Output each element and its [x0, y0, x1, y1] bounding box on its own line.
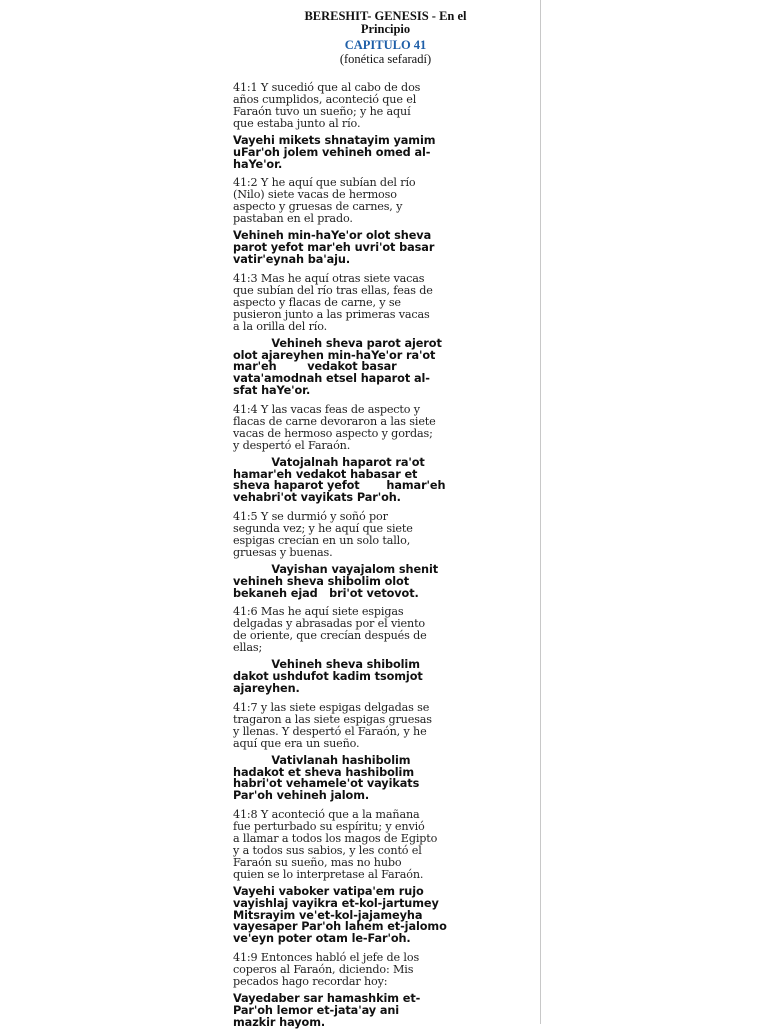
- chapter-heading: CAPITULO 41: [344, 38, 427, 52]
- subtitle: (fonética sefaradí): [339, 52, 432, 66]
- verse-spanish: 41:7 y las siete espigas delgadas se tragaron a las siete espigas gruesas y llenas. Y despertó el Faraón, y he aquí que era un sueño.: [233, 700, 432, 750]
- verse-transliteration: Vativlanah hashibolim hadakot et sheva hashibolim habri'ot vehamele'ot vayikats Par'oh vehineh jalom.: [233, 753, 420, 803]
- verse-transliteration: Vayedaber sar hamashkim et- Par'oh lemor et-jata'ay ani mazkir hayom.: [233, 991, 421, 1029]
- verse-transliteration: Vehineh min-haYe'or olot sheva parot yefot mar'eh uvri'ot basar vatir'eynah ba'aju.: [233, 229, 435, 266]
- page-title: BERESHIT- GENESIS - En el Principio: [304, 9, 467, 36]
- verse-transliteration: Vayishan vayajalom shenit vehineh sheva shibolim olot bekaneh ejad bri'ot vetovot.: [233, 562, 439, 600]
- verse-transliteration: Vayehi mikets shnatayim yamim uFar'oh jolem vehineh omed al- haYe'or.: [233, 134, 436, 171]
- verse-list: [233, 82, 539, 1028]
- verse-transliteration: Vatojalnah haparot ra'ot hamar'eh vedakot habasar et sheva haparot yefot hamar'eh vehabri'ot vayikats Par'oh.: [233, 455, 446, 505]
- verse-transliteration: Vehineh sheva parot ajerot olot ajareyhen min-haYe'or ra'ot mar'eh vedakot basar vata'amodnah etsel haparot al- sfat haYe'or.: [233, 336, 442, 397]
- verse-transliteration: Vehineh sheva shibolim dakot ushdufot kadim tsomjot ajareyhen.: [233, 658, 423, 695]
- verse-spanish: 41:3 Mas he aquí otras siete vacas que subían del río tras ellas, feas de aspecto y flacas de carne, y se pusieron junto a las primeras vacas a la orilla del río.: [233, 271, 433, 333]
- verse-spanish: 41:1 Y sucedió que al cabo de dos años cumplidos, aconteció que el Faraón tuvo un sueño; y he aquí que estaba junto al río.: [233, 81, 421, 130]
- verse-spanish: 41:9 Entonces habló el jefe de los coperos al Faraón, diciendo: Mis pecados hago recordar hoy:: [233, 950, 420, 988]
- verse-spanish: 41:4 Y las vacas feas de aspecto y flacas de carne devoraron a las siete vacas de hermoso aspecto y gordas; y despertó el Faraón.: [233, 402, 436, 452]
- verse-spanish: 41:2 Y he aquí que subían del río (Nilo) siete vacas de hermoso aspecto y gruesas de carnes, y pastaban en el prado.: [233, 176, 416, 226]
- document-page: [231, 0, 541, 1029]
- verse-spanish: 41:6 Mas he aquí siete espigas delgadas y abrasadas por el viento de oriente, que crecían después de ellas;: [233, 605, 427, 655]
- verse-transliteration: Vayehi vaboker vatipa'em rujo vayishlaj vayikra et-kol-jartumey Mitsrayim ve'et-kol-jajameyha vayesaper Par'oh lahem et-jalomo ve'eyn poter otam le-Far'oh.: [233, 884, 447, 946]
- verse-spanish: 41:5 Y se durmió y soñó por segunda vez; y he aquí que siete espigas crecían en un solo tallo, gruesas y buenas.: [233, 509, 413, 559]
- verse-spanish: 41:8 Y aconteció que a la mañana fue perturbado su espíritu; y envió a llamar a todos los magos de Egipto y a todos sus sabios, y les contó el Faraón su sueño, mas no hubo quien se lo interpretase al Faraón.: [233, 807, 438, 881]
- page-header: [231, 0, 540, 66]
